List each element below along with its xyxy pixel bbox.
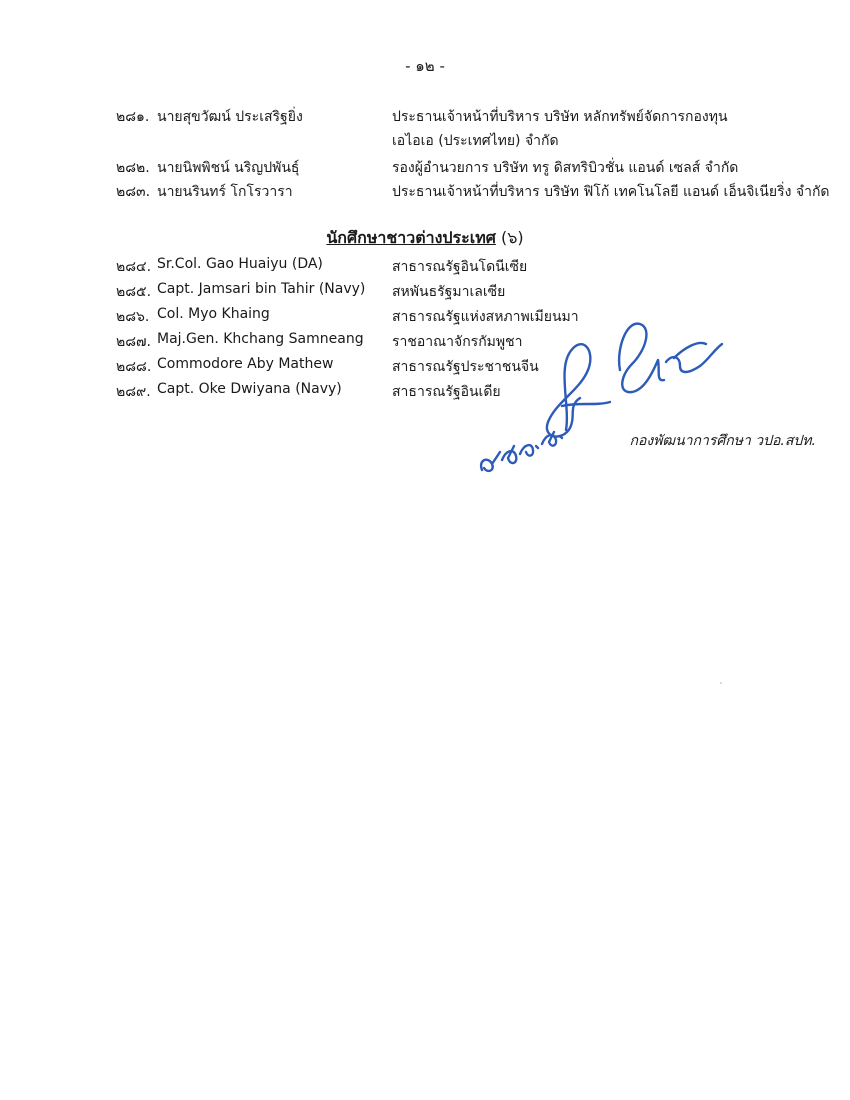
- scan-speck: [720, 682, 722, 684]
- organization: รองผู้อำนวยการ บริษัท ทรู ดิสทริบิวชั่น แอนด์ เซลส์ จำกัด: [392, 160, 739, 176]
- country: สหพันธรัฐมาเลเซีย: [392, 284, 506, 300]
- person-name: Commodore Aby Mathew: [157, 356, 334, 372]
- person-name: นายนิพพิชน์ นริญปพันธุ์: [157, 160, 300, 176]
- organization: เอไอเอ (ประเทศไทย) จำกัด: [392, 133, 559, 149]
- country: สาธารณรัฐประชาชนจีน: [392, 359, 539, 375]
- item-number: ๒๘๘.: [116, 359, 152, 375]
- person-name: นายสุขวัฒน์ ประเสริฐยิ่ง: [157, 109, 303, 125]
- item-number: ๒๘๓.: [116, 184, 151, 200]
- country: สาธารณรัฐแห่งสหภาพเมียนมา: [392, 309, 579, 325]
- country: สาธารณรัฐอินเดีย: [392, 384, 501, 400]
- item-number: ๒๘๖.: [116, 309, 150, 325]
- item-number: ๒๘๔.: [116, 259, 152, 275]
- list-item-continuation: [0, 130, 850, 154]
- list-item: [0, 256, 850, 280]
- item-number: ๒๘๑.: [116, 109, 150, 125]
- section-heading: [0, 226, 850, 251]
- item-number: ๒๘๕.: [116, 284, 152, 300]
- page-number: - ๑๒ -: [405, 57, 445, 75]
- country: สาธารณรัฐอินโดนีเซีย: [392, 259, 528, 275]
- list-item: [0, 281, 850, 305]
- country: ราชอาณาจักรกัมพูชา: [392, 334, 523, 350]
- list-item: [0, 157, 850, 181]
- list-item: [0, 106, 850, 130]
- footer-note: กองพัฒนาการศึกษา วปอ.สปท.: [629, 433, 816, 449]
- item-number: ๒๘๒.: [116, 160, 150, 176]
- person-name: Sr.Col. Gao Huaiyu (DA): [157, 256, 323, 272]
- section-count: (๖): [500, 228, 524, 247]
- list-item: [0, 181, 850, 205]
- section-title: นักศึกษาชาวต่างประเทศ: [326, 228, 496, 247]
- person-name: นายนรินทร์ โกโรวารา: [157, 184, 293, 200]
- organization: ประธานเจ้าหน้าที่บริหาร บริษัท ฟิโก้ เทคโนโลยี แอนด์ เอ็นจิเนียริ่ง จำกัด: [392, 184, 830, 200]
- handwritten-signature: [470, 310, 730, 480]
- item-number: ๒๘๙.: [116, 384, 151, 400]
- organization: ประธานเจ้าหน้าที่บริหาร บริษัท หลักทรัพย์จัดการกองทุน: [392, 109, 728, 125]
- item-number: ๒๘๗.: [116, 334, 152, 350]
- person-name: Maj.Gen. Khchang Samneang: [157, 331, 364, 347]
- person-name: Col. Myo Khaing: [157, 306, 270, 322]
- person-name: Capt. Jamsari bin Tahir (Navy): [157, 281, 366, 297]
- person-name: Capt. Oke Dwiyana (Navy): [157, 381, 342, 397]
